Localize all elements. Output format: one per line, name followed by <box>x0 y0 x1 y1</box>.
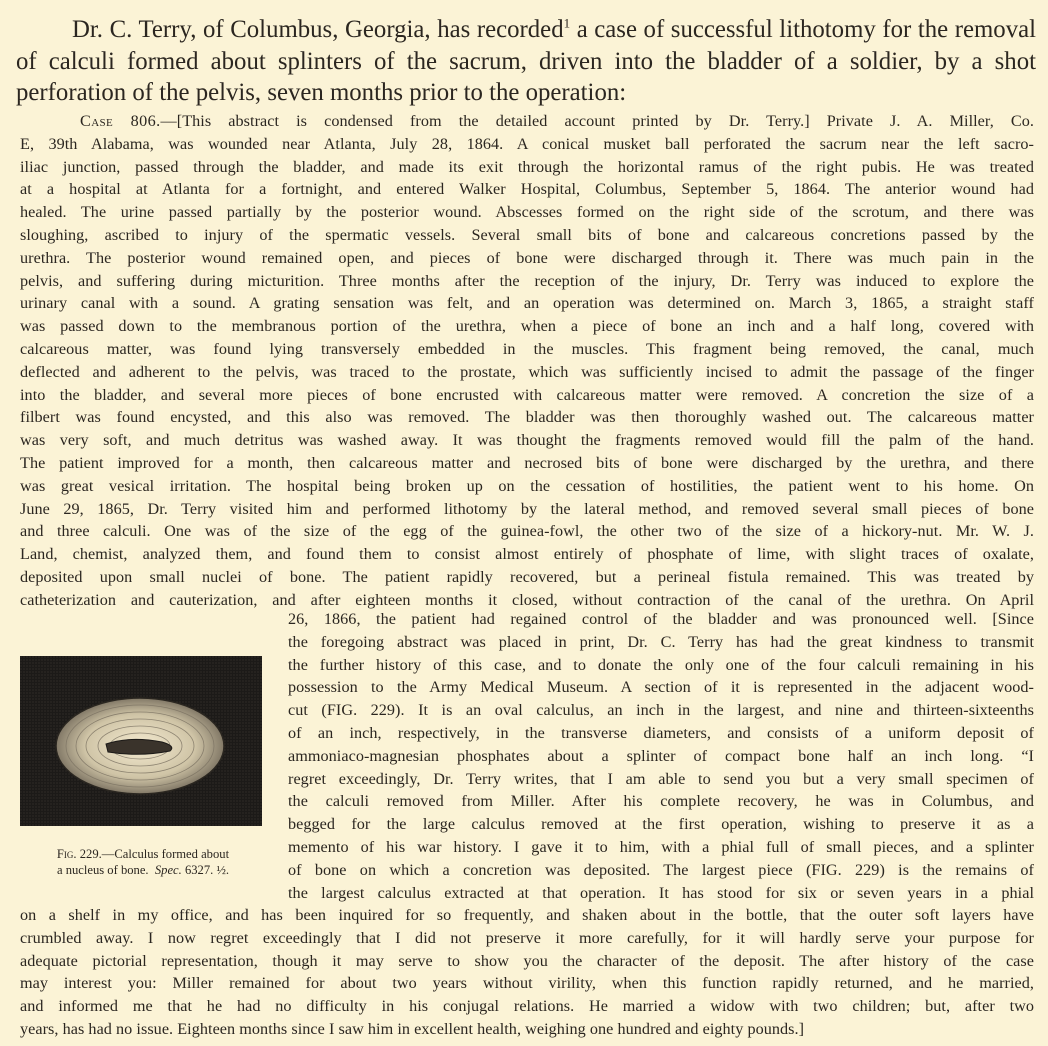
text-line: the calculi removed from Miller. After his complete recovery, he was in Columbus, and <box>288 792 1034 811</box>
case-label: Case 806. <box>80 112 161 130</box>
intro-paragraph <box>16 14 1036 109</box>
text-line: begged for the large calculus removed at the first operation, wishing to preserve it as a <box>288 815 1034 834</box>
text-line: was passed down to the membranous portion of the urethra, when a piece of bone an inch and a half long, covered with <box>20 317 1034 336</box>
intro-lead: Dr. C. Terry, of Columbus, Georgia, has recorded <box>72 16 564 43</box>
text-line: catheterization and cauterization, and after eighteen months it closed, without contraction of the canal of the urethra. On April <box>20 590 1034 609</box>
spec-number: 6327. <box>184 863 214 877</box>
text-line: may interest you: Miller remained for about two years without virility, when this function rapidly returned, and he married, <box>20 974 1034 993</box>
text-line: the foregoing abstract was placed in print, Dr. C. Terry has had the great kindness to transmit <box>288 632 1034 651</box>
caption-line-2: a nucleus of bone. <box>56 863 149 877</box>
intro-text <box>16 14 1036 109</box>
text-line: cut (FIG. 229). It is an oval calculus, an inch in the largest, and nine and thirteen-sixteenths <box>288 701 1034 720</box>
text-line: urinary canal with a sound. A grating sensation was felt, and an operation was determined on. March 3, 1865, a straight staff <box>20 294 1034 313</box>
text-line: and informed me that he had no difficulty in his conjugal relations. He married a widow with two children; but, after two <box>20 997 1034 1016</box>
figure-229-woodcut <box>20 656 262 826</box>
text-line: urethra. The posterior wound remained open, and pieces of bone were discharged through it. There was much pain in the <box>20 248 1034 267</box>
text-line: E, 39th Alabama, was wounded near Atlanta, July 28, 1864. A conical musket ball perforated the sacrum near the left sacro- <box>20 134 1034 153</box>
caption-line-1: —Calculus formed about <box>101 847 230 861</box>
text-line: of an inch, respectively, in the transverse diameters, and consists of a uniform deposit of <box>288 723 1034 742</box>
text-line: was great vesical irritation. The hospital being broken up on the cessation of hostilities, the patient went to his home. On <box>20 476 1034 495</box>
text-line: years, has had no issue. Eighteen months since I saw him in excellent health, weighing one hundred and eighty pounds.] <box>20 1019 805 1038</box>
intro-rest: a case of successful lithotomy for the removal of calculi formed about splinters of the sacrum, driven into the bladder of a soldier, by a shot perforation of the pelvis, seven months prior to the operation: <box>16 16 1036 106</box>
text-line: was very soft, and much detritus was washed away. It was thought the fragments removed would fill the palm of the hand. <box>20 431 1034 450</box>
text-line: and three calculi. One was of the size of the egg of the guinea-fowl, the other two of the size of a hickory-nut. Mr. W. J. <box>20 522 1034 541</box>
text-line: regret exceedingly, Dr. Terry writes, that I am able to send you but a very small specimen of <box>288 769 1034 788</box>
text-line: of bone on which a concretion was deposited. The largest piece (FIG. 229) is the remains of <box>288 860 1034 879</box>
text-line <box>20 110 1034 133</box>
text-line: The patient improved for a month, then calcareous matter and necrosed bits of bone were discharged by the urethra, and there <box>20 453 1034 472</box>
text-line: 26, 1866, the patient had regained control of the bladder and was pronounced well. [Since <box>288 610 1034 628</box>
text-line: into the bladder, and several more pieces of bone encrusted with calcareous matter were removed. A concretion the size of a <box>20 385 1034 404</box>
text-line: on a shelf in my office, and has been inquired for so frequently, and shaken about in the bottle, that the outer soft layers have <box>20 906 1034 924</box>
text-line: adequate pictorial representation, though it may serve to show you the character of the deposit. The after history of the case <box>20 951 1034 970</box>
spec-label: Spec. <box>154 863 182 877</box>
text-line-content: —[This abstract is condensed from the detailed account printed by Dr. Terry.] Private J. A. Miller, Co. <box>160 112 1034 130</box>
text-line: pelvis, and suffering during micturition. Three months after the reception of the injury, Dr. Terry was induced to explore the <box>20 271 1034 290</box>
text-line: possession to the Army Medical Museum. A section of it is represented in the adjacent wood- <box>288 678 1034 697</box>
text-line: June 29, 1865, Dr. Terry visited him and performed lithotomy by the lateral method, and removed several small pieces of bone <box>20 499 1034 518</box>
text-line: calcareous matter, was found lying transversely embedded in the muscles. This fragment being removed, the canal, much <box>20 339 1034 358</box>
text-line: filbert was found encysted, and this also was removed. The bladder was then thoroughly washed out. The calcareous matter <box>20 408 1034 427</box>
footnote-ref[interactable]: 1 <box>563 15 571 31</box>
figure-caption <box>18 846 268 878</box>
continuation-paragraph <box>20 904 1034 1041</box>
text-line: ammoniaco-magnesian phosphates about a splinter of compact bone half an inch long. “I <box>288 746 1034 765</box>
text-line: deposited upon small nuclei of bone. The patient rapidly recovered, but a perineal fistula remained. This was treated by <box>20 567 1034 586</box>
text-line: sloughing, ascribed to injury of the spermatic vessels. Several small bits of bone and calcareous concretions passed by the <box>20 225 1034 244</box>
figure-label: Fig. 229. <box>56 847 102 861</box>
text-line: deflected and adherent to the pelvis, was traced to the prostate, which was sufficiently incised to admit the passage of the finger <box>20 362 1034 381</box>
wrap-paragraph <box>288 608 1034 904</box>
text-line: memento of his war history. I gave it to him, with a phial full of small pieces, and a splinter <box>288 837 1034 856</box>
text-line: iliac junction, passed through the bladder, and made its exit through the horizontal ramus of the right pubis. He was treated <box>20 157 1034 176</box>
text-line: the largest calculus extracted at that operation. It has stood for six or seven years in a phial <box>288 883 1034 902</box>
text-line: the further history of this case, and to donate the only one of the four calculi remaining in his <box>288 655 1034 674</box>
text-line: crumbled away. I now regret exceedingly that I did not preserve it more carefully, for it will hardly serve your purpose for <box>20 928 1034 947</box>
calculus-illustration <box>20 656 262 826</box>
text-line: Land, chemist, analyzed them, and found them to consist almost entirely of phosphate of lime, with slight traces of oxalate, <box>20 545 1034 564</box>
text-line: healed. The urine passed partially by the posterior wound. Abscesses formed on the right side of the scrotum, and there was <box>20 203 1034 222</box>
case-806-paragraph <box>20 110 1034 612</box>
text-line: at a hospital at Atlanta for a fortnight, and entered Walker Hospital, Columbus, September 5, 1864. The anterior wound had <box>20 180 1034 199</box>
scale-note: ½. <box>216 863 230 877</box>
